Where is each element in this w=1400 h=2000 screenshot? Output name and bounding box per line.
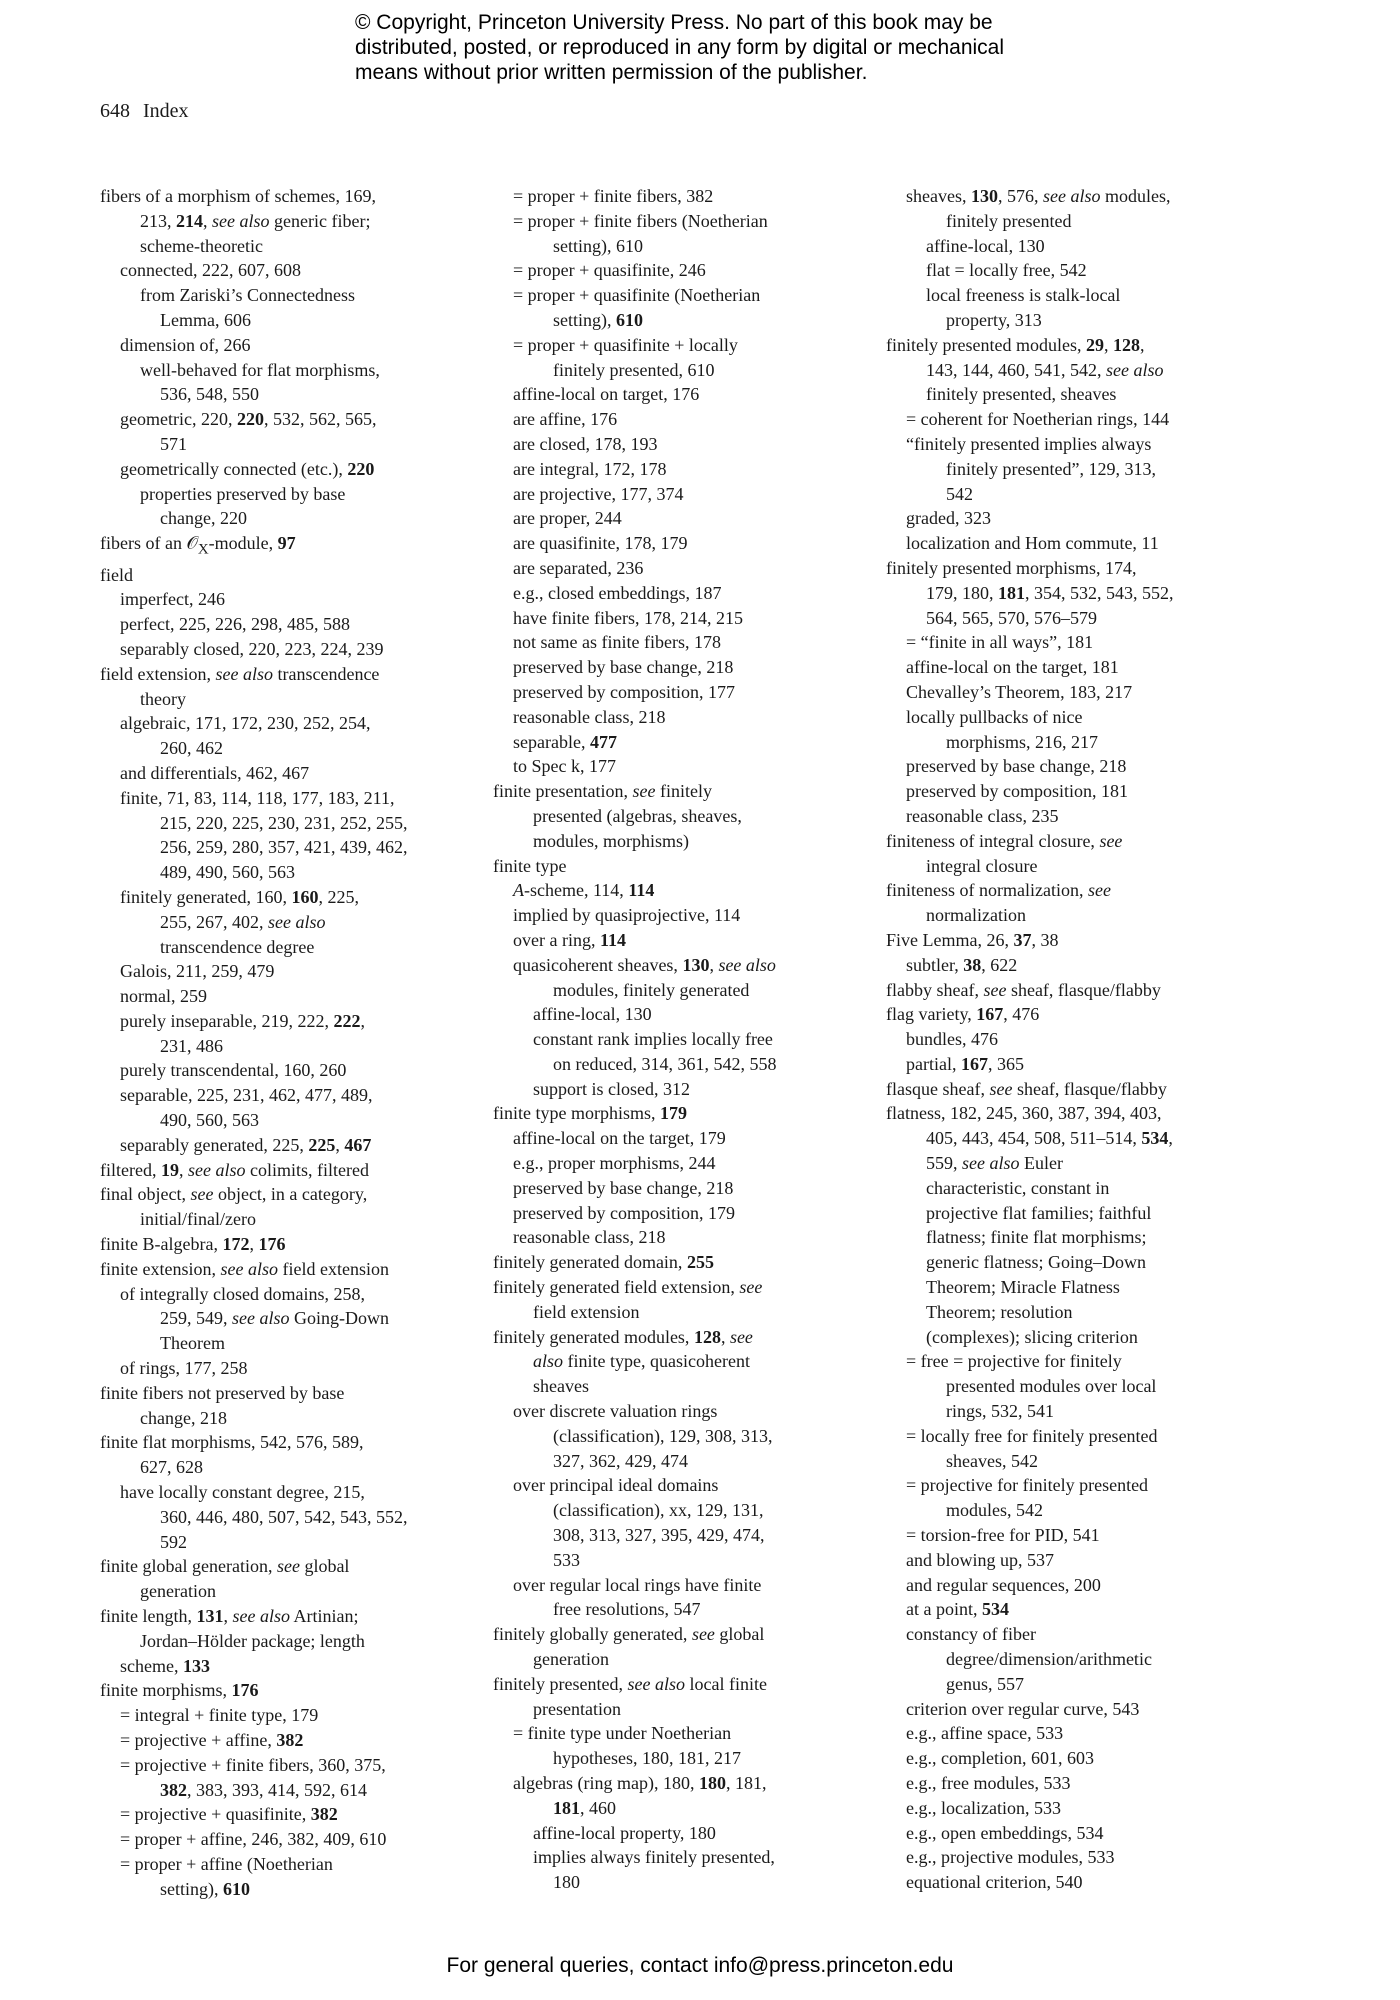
index-subentry: reasonable class, 218 — [513, 706, 666, 727]
index-subentry: finitely generated, 160, 160, 225, 255, 267, 402, see also transcendence degree — [120, 886, 359, 957]
index-entry: Five Lemma, 26, 37, 38 — [886, 929, 1059, 950]
index-subentry: to Spec k, 177 — [513, 756, 616, 777]
index-subentry: preserved by composition, 181 — [906, 781, 1128, 802]
index-entry: final object, see object, in a category, initial/final/zero — [100, 1184, 368, 1230]
index-subentry: are closed, 178, 193 — [513, 433, 658, 454]
index-entry: field extension, see also transcendence theory — [100, 663, 380, 709]
index-entry: finite type morphisms, 179 — [493, 1103, 687, 1124]
index-subentry: preserved by base change, 218 — [513, 1177, 734, 1198]
index-entry: finitely presented morphisms, 174, 179, 180, 181, 354, 532, 543, 552, 564, 565, 570, 576–579 — [886, 557, 1174, 628]
index-subentry: = “finite in all ways”, 181 — [906, 632, 1094, 653]
index-subentry: and blowing up, 537 — [906, 1549, 1054, 1570]
index-subentry: e.g., closed embeddings, 187 — [513, 582, 722, 603]
index-subentry: and regular sequences, 200 — [906, 1574, 1101, 1595]
index-subentry: are integral, 172, 178 — [513, 458, 667, 479]
index-subentry: = proper + quasifinite + locally finitely presented, 610 — [513, 334, 738, 380]
index-subentry: geometrically connected (etc.), 220 — [120, 458, 375, 479]
index-subentry: are proper, 244 — [513, 508, 622, 529]
index-subentry: of integrally closed domains, 258, 259, 549, see also Going-Down Theorem — [120, 1283, 389, 1354]
index-entry: finiteness of normalization, see normalization — [886, 880, 1111, 926]
index-subentry: algebras (ring map), 180, 180, 181, 181, 460 — [513, 1773, 767, 1818]
index-subentry: affine-local on the target, 181 — [906, 657, 1119, 678]
index-subentry: are separated, 236 — [513, 557, 644, 578]
index-subentry: e.g., completion, 601, 603 — [906, 1748, 1094, 1769]
copyright-line: © Copyright, Princeton University Press. No part of this book may be — [355, 11, 993, 34]
index-subentry: separable, 477 — [513, 731, 617, 752]
index-entry: finite global generation, see global generation — [100, 1556, 350, 1602]
index-subentry: affine-local, 130 — [533, 1004, 652, 1025]
index-entry: flasque sheaf, see sheaf, flasque/flabby — [886, 1078, 1167, 1099]
index-subentry: imperfect, 246 — [120, 589, 225, 610]
index-subentry: affine-local property, 180 — [533, 1822, 716, 1843]
index-subentry: algebraic, 171, 172, 230, 252, 254, 260, 462 — [120, 713, 371, 759]
index-entry: finitely generated modules, 128, see also finite type, quasicoherent sheaves — [493, 1326, 753, 1397]
index-entry: filtered, 19, see also colimits, filtered — [100, 1159, 369, 1180]
index-subentry: = proper + affine, 246, 382, 409, 610 — [120, 1829, 387, 1850]
index-subentry: over discrete valuation rings (classification), 129, 308, 313, 327, 362, 429, 474 — [513, 1401, 773, 1471]
index-entry: fibers of an 𝒪$_X$-module, 97 — [100, 533, 296, 558]
index-subentry: over a ring, 114 — [513, 929, 626, 950]
index-entry: finitely presented, see also local finite presentation — [493, 1673, 767, 1719]
index-subentry: Galois, 211, 259, 479 — [120, 961, 275, 982]
index-subentry: = projective + quasifinite, 382 — [120, 1804, 338, 1825]
index-column-2 — [493, 184, 843, 1895]
index-subentry: not same as finite fibers, 178 — [513, 632, 721, 653]
copyright-notice — [355, 10, 1115, 85]
index-subentry: support is closed, 312 — [533, 1078, 690, 1099]
index-entry: finitely presented modules, 29, 128, 143, 144, 460, 541, 542, see also finitely presented, sheaves — [886, 334, 1164, 405]
index-entry: finite fibers not preserved by base change, 218 — [100, 1382, 345, 1428]
index-subentry: e.g., affine space, 533 — [906, 1723, 1064, 1744]
index-subentry: purely transcendental, 160, 260 — [120, 1060, 347, 1081]
index-entry: flabby sheaf, see sheaf, flasque/flabby — [886, 979, 1161, 1000]
index-subentry: partial, 167, 365 — [906, 1053, 1024, 1074]
index-subentry: e.g., projective modules, 533 — [906, 1847, 1115, 1868]
index-entry: finitely globally generated, see global generation — [493, 1624, 765, 1670]
index-subentry: geometric, 220, 220, 532, 562, 565, 571 — [120, 409, 377, 454]
index-subentry: have locally constant degree, 215, 360, 446, 480, 507, 542, 543, 552, 592 — [120, 1482, 408, 1552]
index-subentry: at a point, 534 — [906, 1599, 1009, 1620]
index-subentry: flat = locally free, 542 — [926, 260, 1087, 281]
index-subentry: = projective for finitely presented modules, 542 — [906, 1475, 1149, 1521]
index-subentry: separable, 225, 231, 462, 477, 489, 490, 560, 563 — [120, 1085, 373, 1131]
index-subentry: “finitely presented implies always finitely presented”, 129, 313, 542 — [906, 433, 1156, 504]
index-subentry: e.g., proper morphisms, 244 — [513, 1153, 716, 1174]
footer-contact: For general queries, contact info@press.princeton.edu — [446, 1954, 954, 1977]
index-subentry: localization and Hom commute, 11 — [906, 533, 1159, 554]
index-entry: finite type — [493, 855, 567, 876]
index-entry: finitely generated domain, 255 — [493, 1252, 714, 1273]
index-subentry: = projective + finite fibers, 360, 375, 382, 383, 393, 414, 592, 614 — [120, 1754, 386, 1800]
index-subentry: normal, 259 — [120, 986, 207, 1007]
index-subentry: equational criterion, 540 — [906, 1872, 1083, 1893]
index-subentry: well-behaved for flat morphisms, 536, 548, 550 — [140, 359, 380, 405]
index-subentry: e.g., free modules, 533 — [906, 1773, 1071, 1793]
index-subentry: affine-local on the target, 179 — [513, 1128, 726, 1149]
index-subentry: e.g., open embeddings, 534 — [906, 1822, 1104, 1843]
index-column-1 — [100, 184, 450, 1902]
index-subentry: constancy of fiber degree/dimension/arithmetic genus, 557 — [906, 1624, 1152, 1694]
index-subentry: constant rank implies locally free on reduced, 314, 361, 542, 558 — [533, 1029, 777, 1074]
index-subentry: e.g., localization, 533 — [906, 1797, 1061, 1818]
index-subentry: preserved by base change, 218 — [906, 756, 1127, 777]
index-subentry: properties preserved by base change, 220 — [140, 483, 346, 529]
index-subentry: criterion over regular curve, 543 — [906, 1698, 1140, 1719]
index-entry: finite flat morphisms, 542, 576, 589, 627, 628 — [100, 1432, 364, 1478]
index-subentry: have finite fibers, 178, 214, 215 — [513, 607, 743, 628]
index-subentry: purely inseparable, 219, 222, 222, 231, 486 — [120, 1010, 365, 1056]
index-subentry: = proper + finite fibers (Noetherian setting), 610 — [513, 210, 768, 256]
index-subentry: = locally free for finitely presented sheaves, 542 — [906, 1425, 1158, 1471]
index-entry: flatness, 182, 245, 360, 387, 394, 403, 405, 443, 454, 508, 511–514, 534, 559, see also Euler characteristic, constant in projective flat families; faithful flatness; finite flat morphisms; generic flatness; Going–Down Theorem; Miracle Flatness Theorem; resolution (complexes); slicing criterion — [886, 1103, 1173, 1347]
index-subentry: = coherent for Noetherian rings, 144 — [906, 409, 1170, 430]
index-subentry: = torsion-free for PID, 541 — [906, 1525, 1100, 1546]
index-subentry: = proper + quasifinite (Noetherian setting), 610 — [513, 285, 761, 330]
index-entry: fibers of a morphism of schemes, 169, 213, 214, see also generic fiber; scheme-theoretic — [100, 186, 376, 256]
index-subentry: separably closed, 220, 223, 224, 239 — [120, 638, 384, 659]
copyright-line: distributed, posted, or reproduced in any form by digital or mechanical — [355, 36, 1005, 59]
index-subentry: preserved by composition, 177 — [513, 681, 735, 702]
index-subentry: = finite type under Noetherian hypotheses, 180, 181, 217 — [513, 1723, 741, 1769]
index-subentry: bundles, 476 — [906, 1029, 998, 1050]
index-entry: finite extension, see also field extension — [100, 1258, 389, 1279]
index-subentry: preserved by base change, 218 — [513, 657, 734, 678]
index-subentry: quasicoherent sheaves, 130, see also modules, finitely generated — [513, 954, 776, 1000]
index-subentry: perfect, 225, 226, 298, 485, 588 — [120, 614, 350, 635]
index-subentry: = proper + quasifinite, 246 — [513, 260, 706, 281]
index-subentry: local freeness is stalk-local property, 313 — [926, 285, 1121, 330]
index-subentry: implied by quasiprojective, 114 — [513, 905, 741, 926]
index-entry: flag variety, 167, 476 — [886, 1004, 1040, 1025]
index-subentry: affine-local, 130 — [926, 235, 1045, 256]
index-entry: finite presentation, see finitely presented (algebras, sheaves, modules, morphisms) — [493, 781, 742, 851]
index-subentry: = free = projective for finitely presented modules over local rings, 532, 541 — [906, 1351, 1157, 1422]
index-subentry: are projective, 177, 374 — [513, 483, 684, 504]
index-entry: finitely generated field extension, see field extension — [493, 1277, 763, 1322]
index-subentry: reasonable class, 235 — [906, 805, 1059, 826]
running-head-title: Index — [143, 100, 189, 122]
index-subentry: scheme, 133 — [120, 1655, 210, 1676]
page-number: 648 — [100, 100, 130, 122]
index-subentry: over regular local rings have finite free resolutions, 547 — [513, 1574, 762, 1620]
index-subentry: are affine, 176 — [513, 409, 618, 430]
index-entry: finite B-algebra, 172, 176 — [100, 1234, 286, 1255]
index-subentry: dimension of, 266 — [120, 334, 251, 355]
copyright-line: means without prior written permission of the publisher. — [355, 61, 868, 84]
index-subentry: of rings, 177, 258 — [120, 1358, 248, 1379]
index-entry: field — [100, 564, 133, 585]
running-head — [100, 100, 189, 123]
index-subentry: subtler, 38, 622 — [906, 954, 1018, 975]
index-subentry: separably generated, 225, 225, 467 — [120, 1134, 372, 1155]
index-subentry: = proper + finite fibers, 382 — [513, 186, 714, 206]
index-subentry: affine-local on target, 176 — [513, 384, 700, 405]
index-subentry: preserved by composition, 179 — [513, 1202, 735, 1223]
index-subentry: graded, 323 — [906, 508, 991, 529]
index-subentry: are quasifinite, 178, 179 — [513, 533, 688, 554]
index-subentry: locally pullbacks of nice morphisms, 216, 217 — [906, 706, 1099, 752]
index-subentry: sheaves, 130, 576, see also modules, finitely presented — [906, 186, 1171, 231]
index-subentry: over principal ideal domains (classification), xx, 129, 131, 308, 313, 327, 395, 429, 474, 533 — [513, 1475, 765, 1570]
index-subentry: reasonable class, 218 — [513, 1227, 666, 1248]
index-column-3 — [886, 184, 1236, 1895]
index-entry: finite morphisms, 176 — [100, 1680, 259, 1701]
index-subentry: implies always finitely presented, 180 — [533, 1847, 775, 1893]
index-subentry: = projective + affine, 382 — [120, 1730, 304, 1750]
index-subentry: = integral + finite type, 179 — [120, 1705, 319, 1726]
index-subentry: from Zariski’s Connectedness Lemma, 606 — [140, 285, 355, 330]
index-subentry: Chevalley’s Theorem, 183, 217 — [906, 681, 1133, 702]
index-subentry: and differentials, 462, 467 — [120, 762, 310, 783]
index-subentry: A-scheme, 114, 114 — [513, 880, 655, 901]
index-subentry: = proper + affine (Noetherian setting), 610 — [120, 1853, 333, 1899]
index-entry: finite length, 131, see also Artinian; Jordan–Hölder package; length — [100, 1606, 365, 1651]
index-subentry: finite, 71, 83, 114, 118, 177, 183, 211, 215, 220, 225, 230, 231, 252, 255, 256, 259, 280, 357, 421, 439, 462, 489, 490, 560, 563 — [120, 787, 408, 883]
index-entry: finiteness of integral closure, see integral closure — [886, 830, 1123, 876]
index-subentry: connected, 222, 607, 608 — [120, 260, 301, 281]
